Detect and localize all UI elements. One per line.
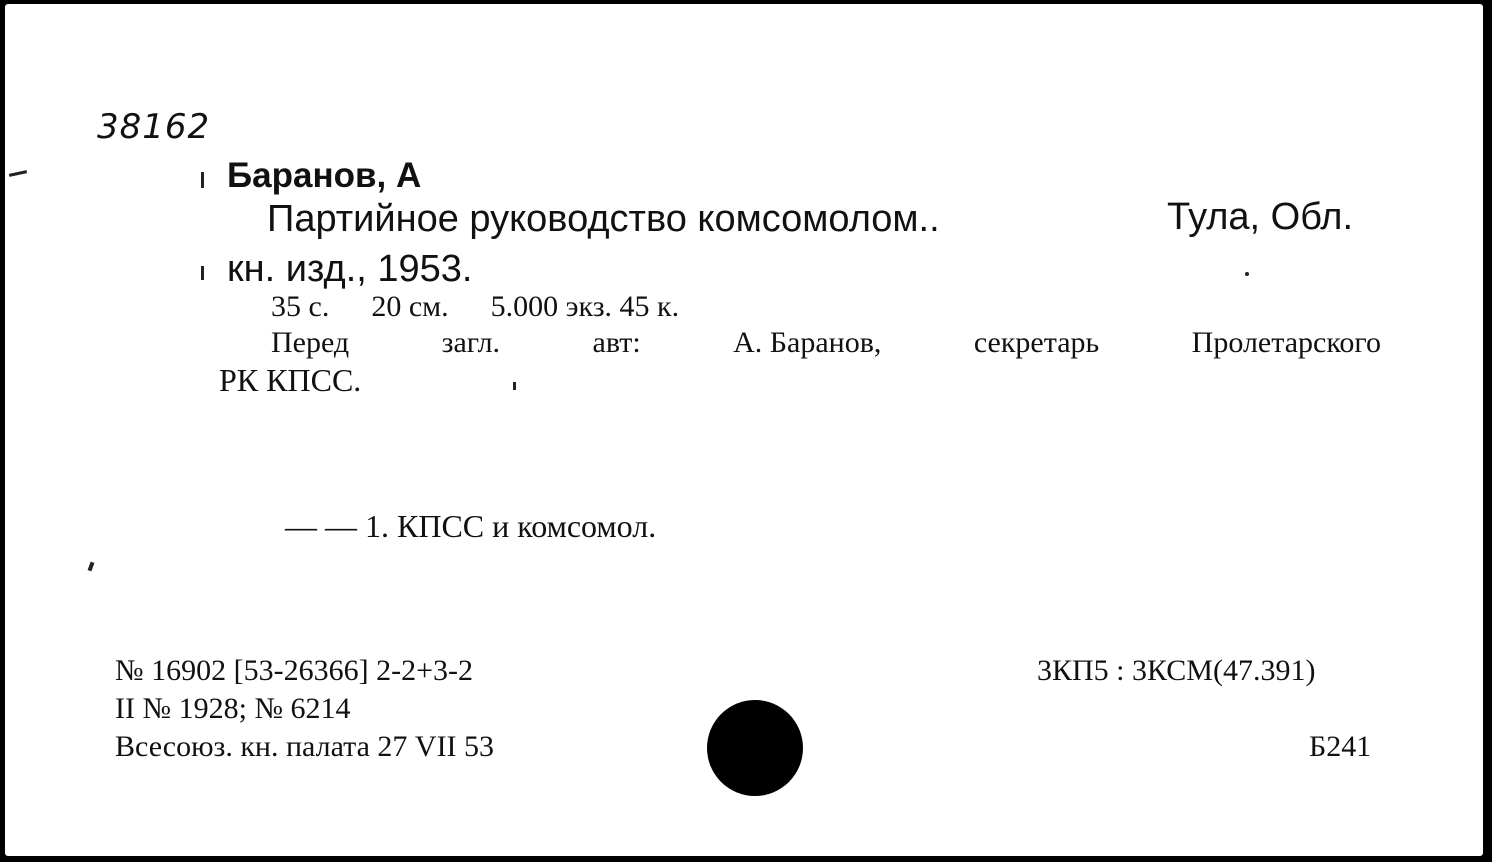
note-word: авт: <box>592 326 641 359</box>
cross-reference: — — 1. КПСС и комсомол. <box>285 508 657 544</box>
speck-mark <box>88 562 95 572</box>
speck-mark <box>201 266 204 280</box>
note-word: Пролетарского <box>1191 326 1381 359</box>
catalog-card <box>5 4 1483 856</box>
card-code: Б241 <box>1309 730 1372 763</box>
size: 20 см. <box>371 290 449 323</box>
note-word: загл. <box>441 326 501 359</box>
note-line-1 <box>271 328 1381 358</box>
publication-place: Тула, Обл. <box>1167 196 1354 238</box>
speck-mark <box>513 382 516 390</box>
speck-mark <box>201 172 204 188</box>
note-word: секретарь <box>973 326 1100 359</box>
registration-line-3: Всесоюз. кн. палата 27 VII 53 <box>115 730 495 763</box>
speck-mark <box>1245 272 1249 276</box>
handwritten-number: 38162 <box>97 107 211 147</box>
author-heading: Баранов, А <box>227 156 422 195</box>
physical-description <box>271 292 679 322</box>
publisher-line: кн. изд., 1953. <box>227 248 473 290</box>
note-line-2: РК КПСС. <box>219 362 362 398</box>
speck-mark <box>9 170 27 177</box>
registration-line-2: II № 1928; № 6214 <box>115 692 351 725</box>
punch-hole <box>707 700 803 796</box>
pages: 35 с. <box>271 290 330 323</box>
classification-index: 3КП5 : 3КСМ(47.391) <box>1037 654 1316 687</box>
registration-line-1: № 16902 [53-26366] 2-2+3-2 <box>115 654 473 687</box>
title-line: Партийное руководство комсомолом.. <box>267 198 940 240</box>
note-word: Перед <box>271 326 350 359</box>
print-run-price: 5.000 экз. 45 к. <box>490 290 680 323</box>
note-word: А. Баранов, <box>733 326 882 359</box>
